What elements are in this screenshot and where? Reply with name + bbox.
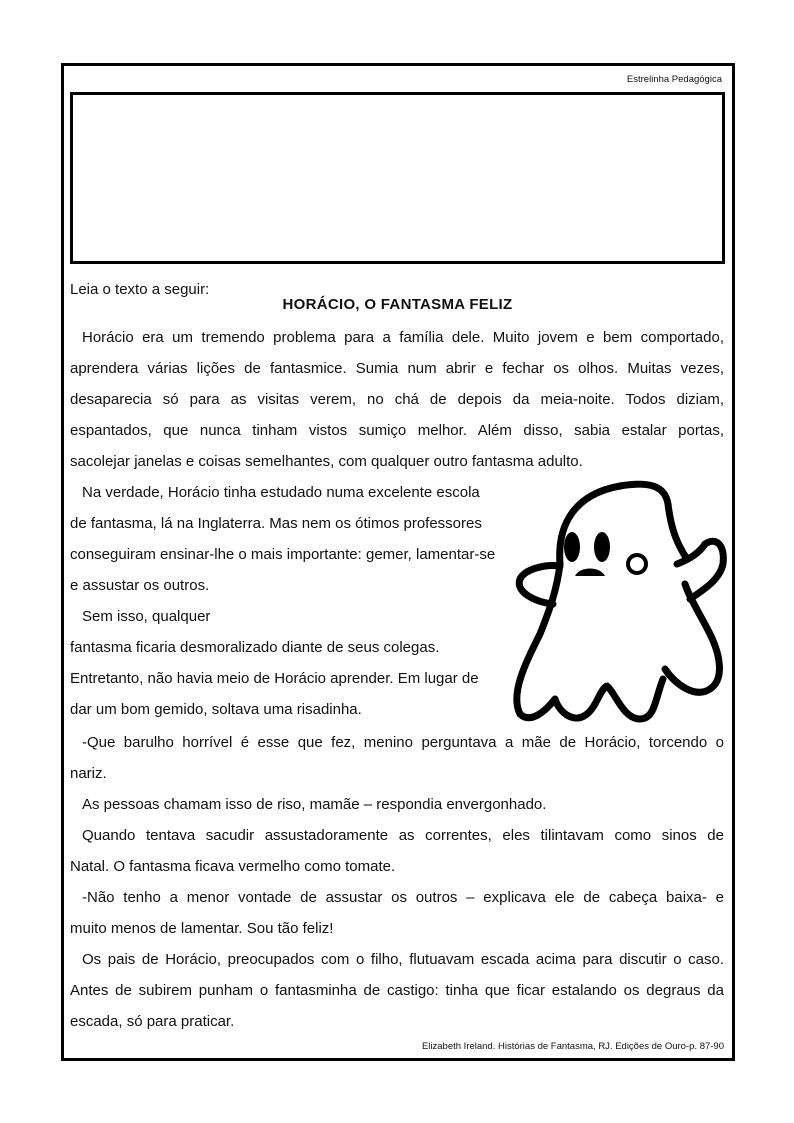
citation: Elizabeth Ireland. Histórias de Fantasma, RJ. Edições de Ouro-p. 87-90 — [421, 1041, 724, 1052]
text-line: Natal. O fantasma ficava vermelho como tomate. — [70, 858, 396, 875]
brand-label: Estrelinha Pedagógica — [626, 74, 722, 85]
ghost-monocle — [628, 555, 646, 573]
text-line: Os pais de Horácio, preocupados com o filho, flutuavam escada acima para discutir o caso. — [82, 951, 724, 968]
header-box — [70, 92, 725, 264]
paragraph-6 — [70, 820, 724, 882]
text-line: sacolejar janelas e coisas semelhantes, com qualquer outro fantasma adulto. — [70, 453, 583, 470]
ghost-left-eye — [564, 532, 580, 562]
text-line: desaparecia só para as visitas verem, no chá de depois da meia-noite. Todos diziam, — [70, 391, 724, 408]
text-line: espantados, que nunca tinham vistos sumiço melhor. Além disso, sabia estalar portas, — [70, 422, 724, 439]
text-line: aprendera várias lições de fantasmice. Sumia num abrir e fechar os olhos. Muitas vezes, — [70, 360, 724, 377]
text-line: -Não tenho a menor vontade de assustar os outros – explicava ele de cabeça baixa- e — [82, 889, 724, 906]
story-title: HORÁCIO, O FANTASMA FELIZ — [282, 296, 513, 313]
ghost-body — [560, 484, 720, 692]
ghost-outline-left — [517, 564, 663, 719]
text-line: muito menos de lamentar. Sou tão feliz! — [70, 920, 334, 937]
text-line: As pessoas chamam isso de riso, mamãe – respondia envergonhado. — [82, 796, 547, 813]
intro-text: Leia o texto a seguir: — [70, 281, 210, 298]
paragraph-7 — [70, 882, 724, 944]
ghost-icon — [505, 474, 735, 724]
text-line: dar um bom gemido, soltava uma risadinha. — [70, 701, 362, 718]
text-line: -Que barulho horrível é esse que fez, menino perguntava a mãe de Horácio, torcendo o — [82, 734, 724, 751]
text-line: Na verdade, Horácio tinha estudado numa excelente escola — [82, 484, 480, 501]
text-line: Sem isso, qualquer — [82, 608, 211, 625]
text-line: conseguiram ensinar-lhe o mais importante: gemer, lamentar-se — [70, 546, 496, 563]
ghost-right-eye — [594, 532, 610, 562]
paragraph-3 — [70, 601, 479, 725]
text-line: Horácio era um tremendo problema para a família dele. Muito jovem e bem comportado, — [82, 329, 724, 346]
paragraph-5 — [70, 789, 546, 820]
ghost-mouth — [575, 569, 605, 577]
paragraph-2 — [70, 477, 495, 601]
text-line: fantasma ficaria desmoralizado diante de seus colegas. — [70, 639, 440, 656]
paragraph-8 — [70, 944, 724, 1037]
text-line: Entretanto, não havia meio de Horácio aprender. Em lugar de — [70, 670, 479, 687]
paragraph-4 — [70, 727, 724, 789]
text-line: de fantasma, lá na Inglaterra. Mas nem os ótimos professores — [70, 515, 482, 532]
text-line: Quando tentava sacudir assustadoramente as correntes, eles tilintavam como sinos de — [82, 827, 724, 844]
text-line: Antes de subirem punham o fantasminha de castigo: tinha que ficar estalando os degraus da — [70, 982, 724, 999]
text-line: nariz. — [70, 765, 107, 782]
text-line: escada, só para praticar. — [70, 1013, 235, 1030]
paragraph-1 — [70, 322, 724, 477]
text-line: e assustar os outros. — [70, 577, 210, 594]
